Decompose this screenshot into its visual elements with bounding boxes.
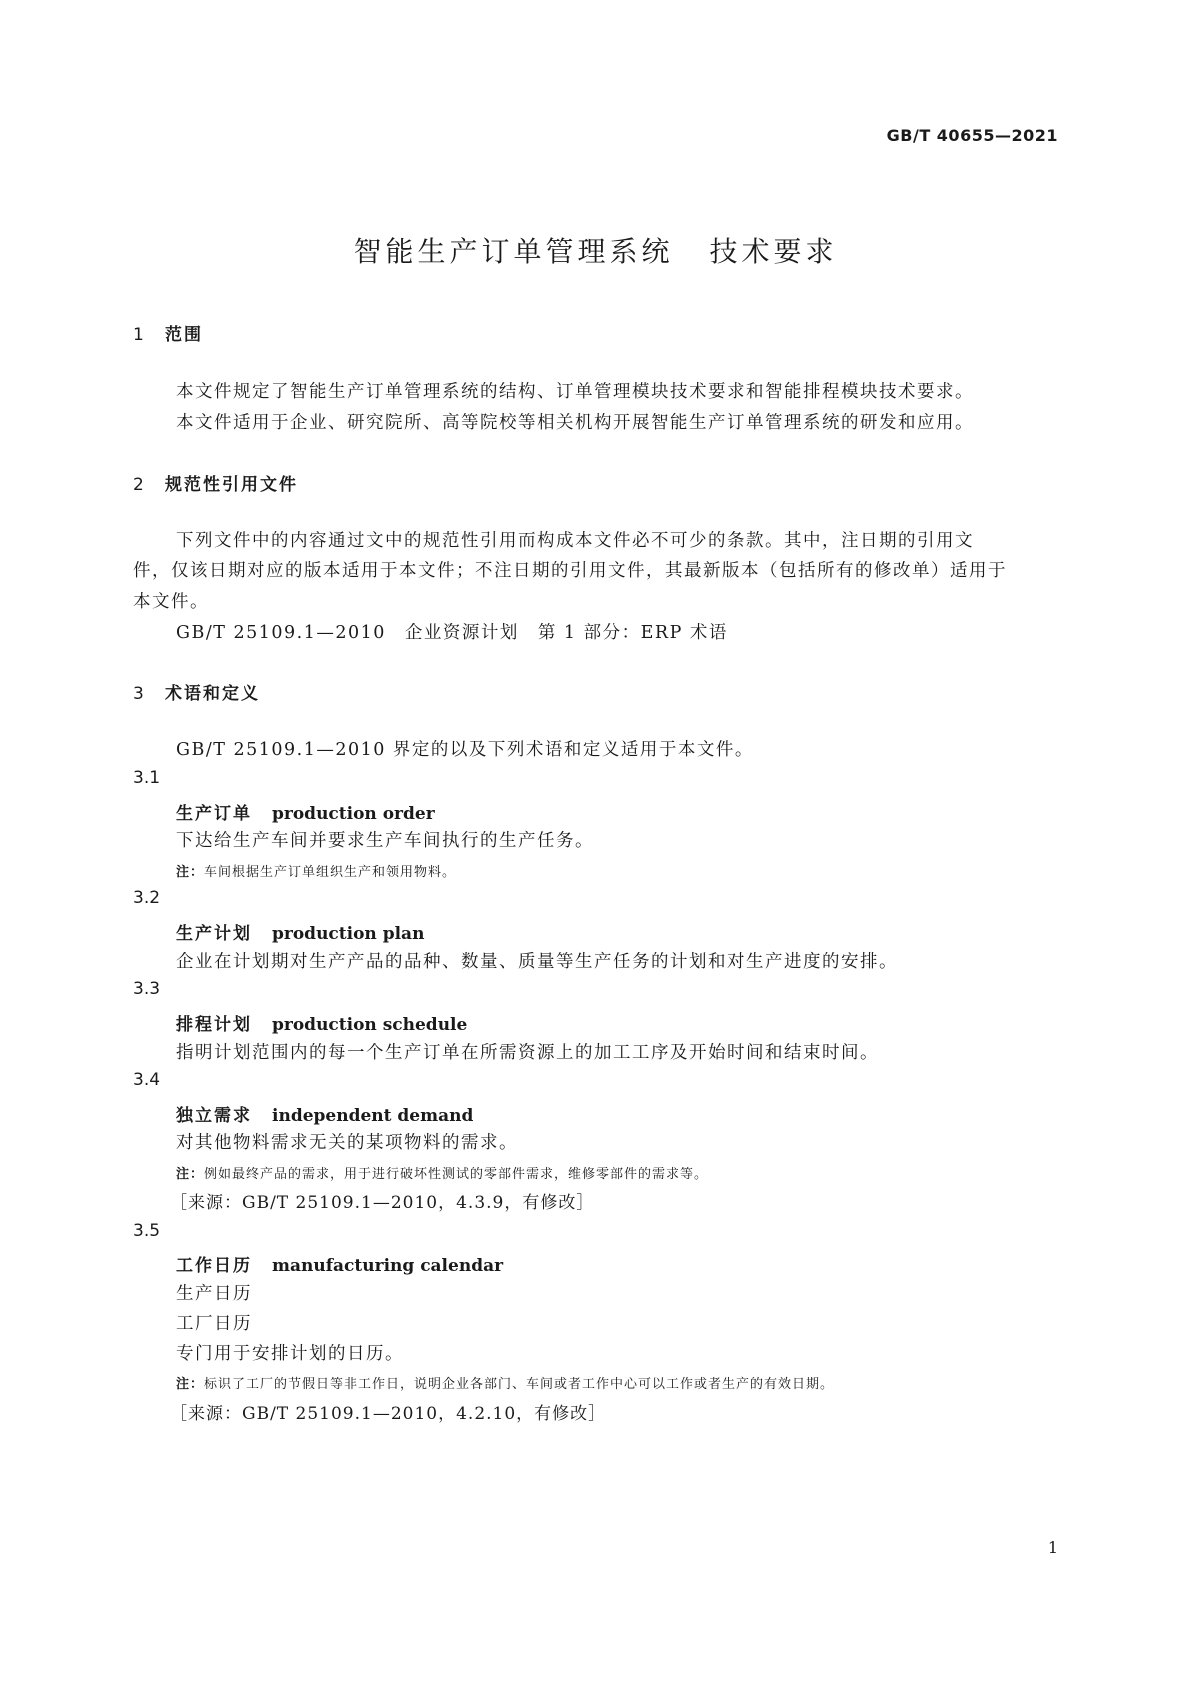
- term-definition: 对其他物料需求无关的某项物料的需求。: [176, 1133, 518, 1153]
- term-synonym: 生产日历: [176, 1284, 252, 1304]
- term-english: manufacturing calendar: [272, 1256, 504, 1276]
- term-definition: 下达给生产车间并要求生产车间执行的生产任务。: [176, 831, 594, 851]
- term-title: [176, 919, 424, 944]
- term-english: production plan: [272, 924, 425, 944]
- section-1-heading: [133, 320, 203, 345]
- term-chinese: 排程计划: [176, 1015, 252, 1035]
- term-synonym: 工厂日历: [176, 1314, 252, 1334]
- term-definition: 企业在计划期对生产产品的品种、数量、质量等生产任务的计划和对生产进度的安排。: [176, 952, 898, 972]
- term-definition: 专门用于安排计划的日历。: [176, 1344, 404, 1364]
- section-title: 范围: [165, 325, 203, 345]
- page-number: 1: [1047, 1538, 1058, 1557]
- term-number: 3.4: [133, 1070, 161, 1090]
- term-english: production schedule: [272, 1015, 468, 1035]
- term-title: [176, 1251, 503, 1276]
- note-label: 注：: [176, 865, 205, 880]
- section-title: 规范性引用文件: [165, 475, 298, 495]
- section-number: 2: [133, 475, 144, 495]
- term-definition: 指明计划范围内的每一个生产订单在所需资源上的加工工序及开始时间和结束时间。: [176, 1043, 879, 1063]
- term-number: 3.2: [133, 888, 161, 908]
- note-label: 注：: [176, 1167, 205, 1182]
- section-3-intro: GB/T 25109.1—2010 界定的以及下列术语和定义适用于本文件。: [176, 740, 754, 760]
- note-text: 标识了工厂的节假日等非工作日，说明企业各部门、车间或者工作中心可以工作或者生产的有效日期。: [204, 1377, 835, 1392]
- note-label: 注：: [176, 1377, 205, 1392]
- note-text: 车间根据生产订单组织生产和领用物料。: [204, 865, 457, 880]
- term-chinese: 工作日历: [176, 1256, 252, 1276]
- term-title: [176, 1010, 467, 1035]
- normative-reference: GB/T 25109.1—2010 企业资源计划 第 1 部分：ERP 术语: [176, 623, 728, 643]
- title-main: 智能生产订单管理系统: [353, 235, 674, 268]
- term-english: independent demand: [272, 1106, 474, 1126]
- term-note: [176, 861, 456, 880]
- section-2-paragraph-line: 件，仅该日期对应的版本适用于本文件；不注日期的引用文件，其最新版本（包括所有的修改单）适用于: [133, 561, 1007, 581]
- term-note: [176, 1373, 834, 1392]
- term-title: [176, 1101, 473, 1126]
- section-2-paragraph-line: 本文件。: [133, 592, 209, 612]
- term-source: ［来源：GB/T 25109.1—2010，4.2.10，有修改］: [170, 1404, 607, 1424]
- title-sub: 技术要求: [709, 235, 838, 268]
- standard-code: GB/T 40655—2021: [886, 126, 1058, 145]
- term-chinese: 生产计划: [176, 924, 252, 944]
- term-note: [176, 1163, 708, 1182]
- term-number: 3.3: [133, 979, 161, 999]
- term-chinese: 生产订单: [176, 804, 252, 824]
- section-2-heading: [133, 470, 298, 495]
- section-3-heading: [133, 679, 260, 704]
- term-title: [176, 799, 435, 824]
- term-source: ［来源：GB/T 25109.1—2010，4.3.9，有修改］: [170, 1193, 595, 1213]
- term-english: production order: [272, 804, 435, 824]
- section-number: 1: [133, 325, 144, 345]
- section-1-paragraph: 本文件规定了智能生产订单管理系统的结构、订单管理模块技术要求和智能排程模块技术要求。: [176, 382, 974, 402]
- term-number: 3.5: [133, 1221, 161, 1241]
- document-title: [0, 230, 1191, 270]
- term-chinese: 独立需求: [176, 1106, 252, 1126]
- section-1-paragraph: 本文件适用于企业、研究院所、高等院校等相关机构开展智能生产订单管理系统的研发和应用。: [176, 413, 974, 433]
- section-title: 术语和定义: [165, 684, 260, 704]
- term-number: 3.1: [133, 768, 161, 788]
- note-text: 例如最终产品的需求，用于进行破坏性测试的零部件需求，维修零部件的需求等。: [204, 1167, 709, 1182]
- section-2-paragraph-line: 下列文件中的内容通过文中的规范性引用而构成本文件必不可少的条款。其中，注日期的引用文: [176, 531, 974, 551]
- section-number: 3: [133, 684, 144, 704]
